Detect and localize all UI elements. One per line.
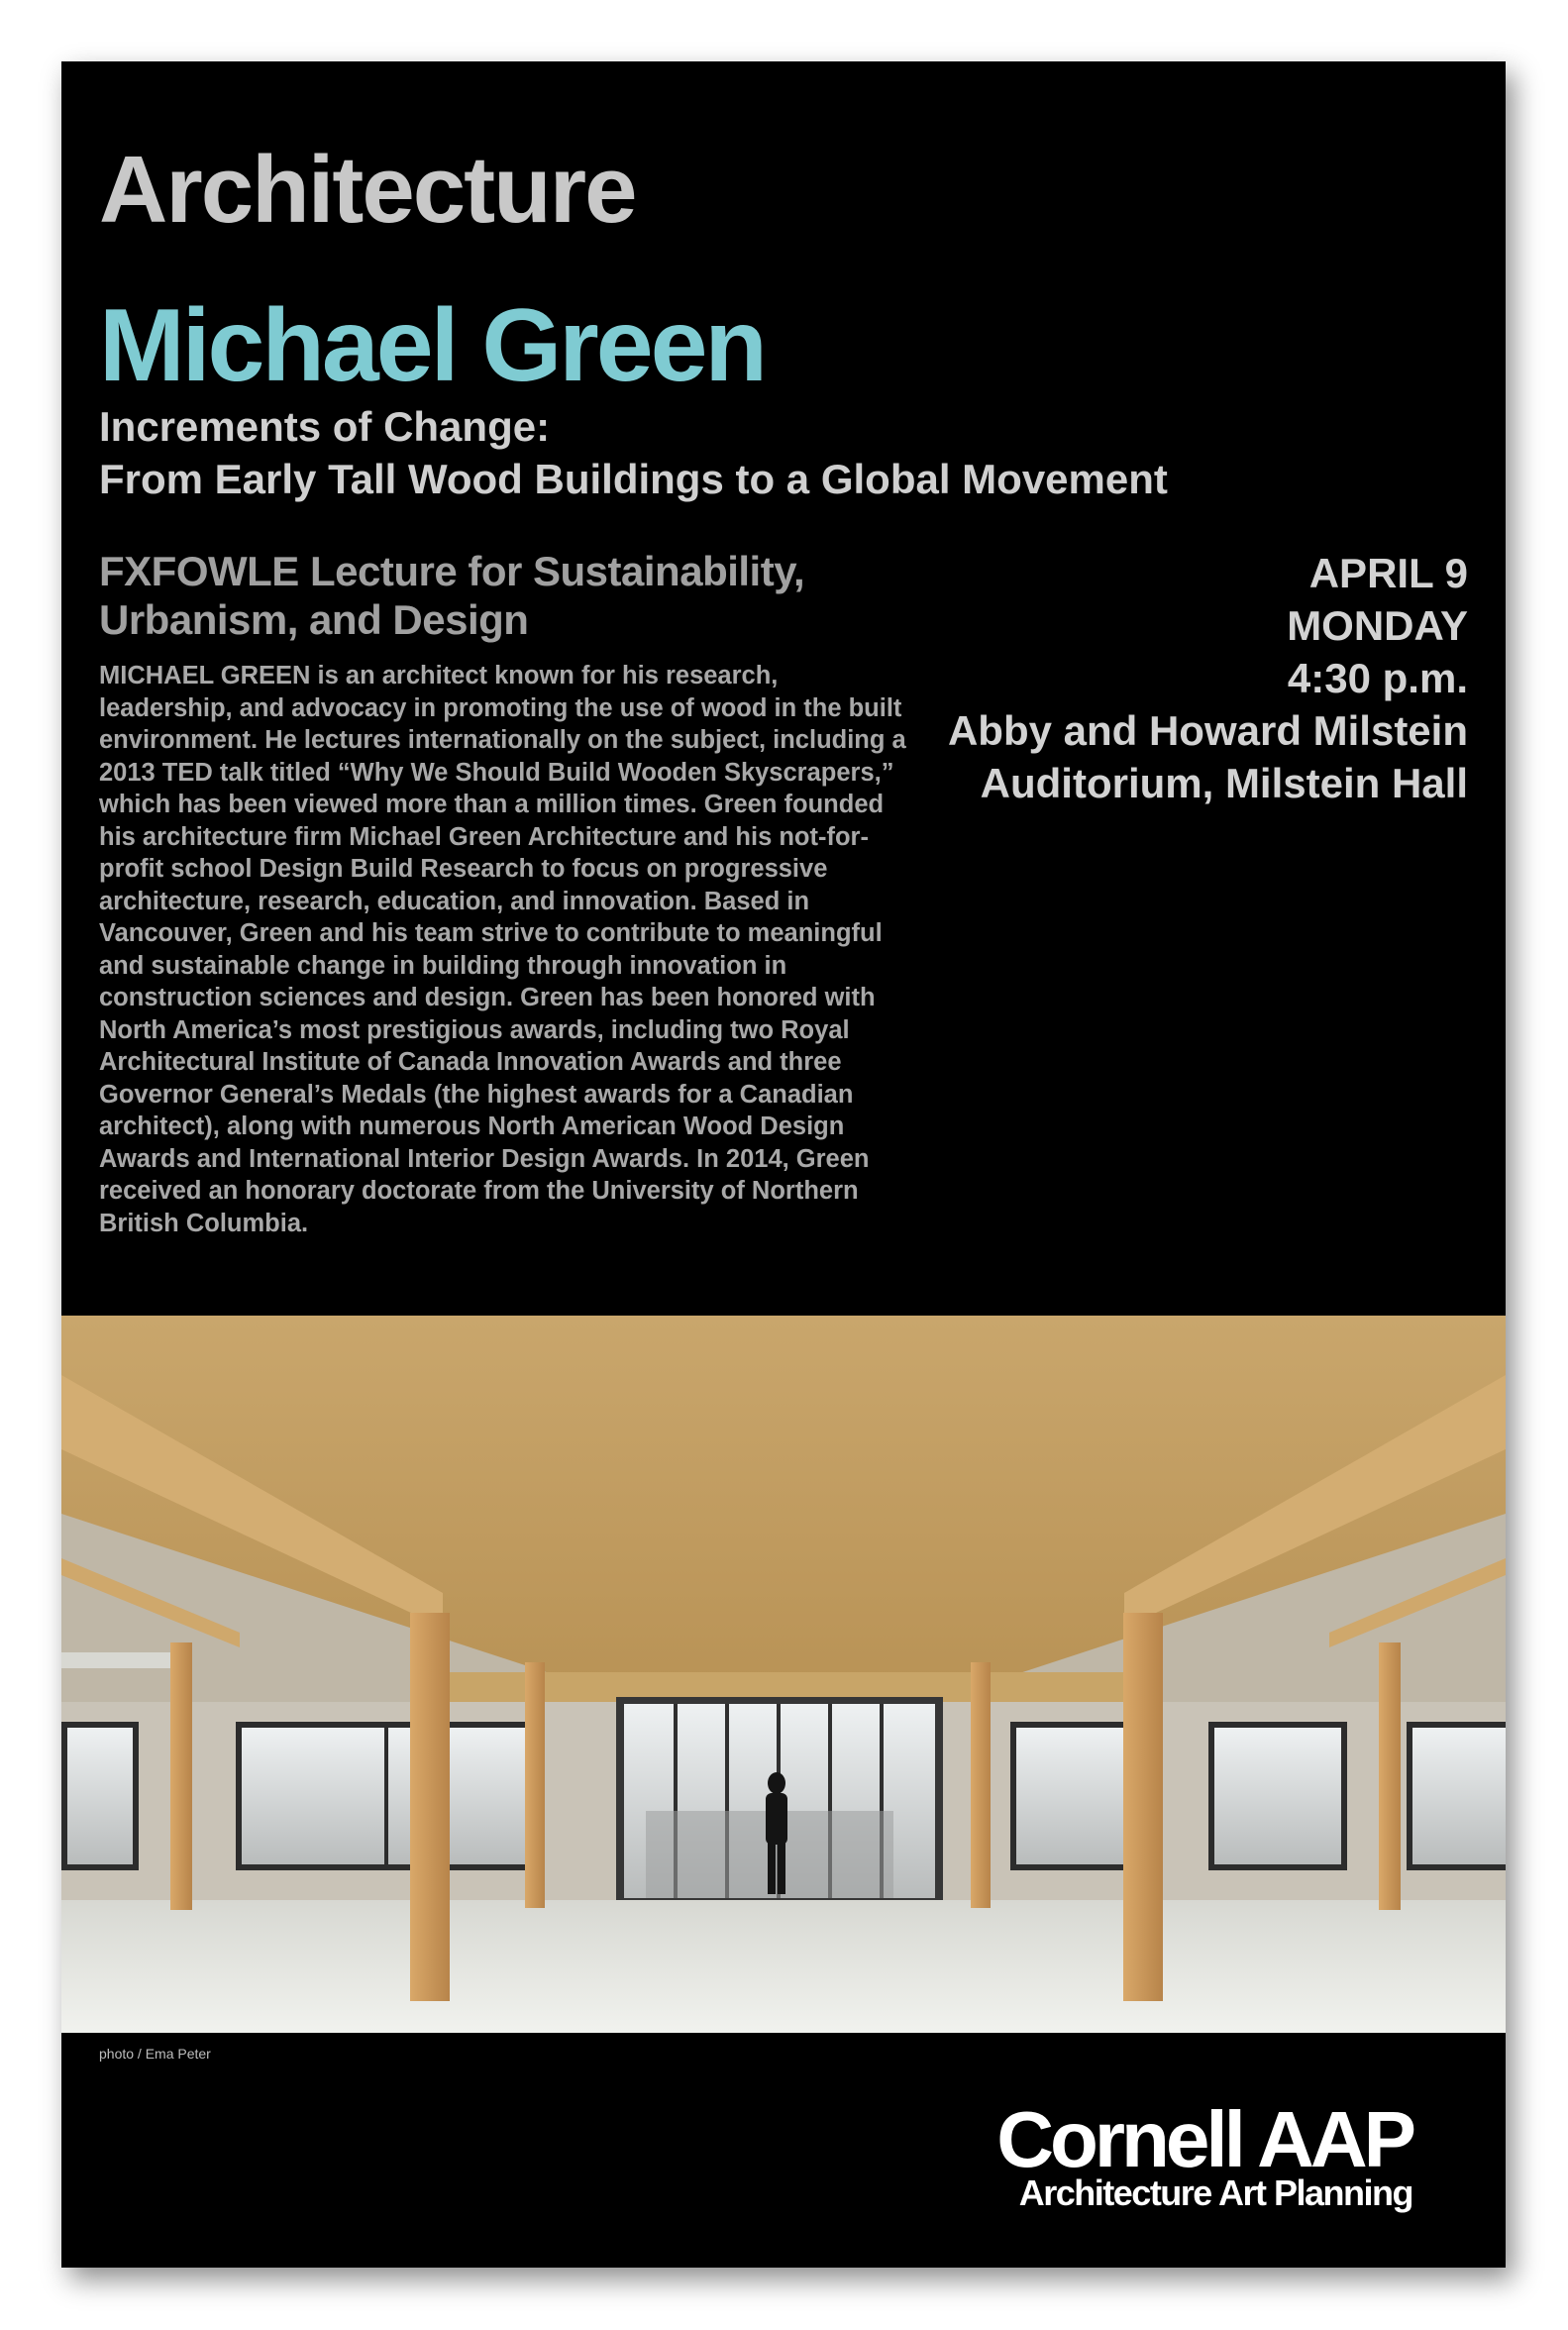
interior-photo	[61, 1316, 1506, 2033]
lecture-title	[99, 400, 1168, 505]
speaker-name: Michael Green	[99, 288, 765, 403]
cornell-aap-logo: Cornell AAP	[996, 2095, 1412, 2183]
lecture-title-line-1: Increments of Change:	[99, 403, 551, 450]
photo-credit: photo / Ema Peter	[99, 2046, 211, 2062]
event-time: 4:30 p.m.	[1287, 655, 1468, 701]
event-venue-line-1: Abby and Howard Milstein	[947, 707, 1468, 754]
lecture-title-line-2: From Early Tall Wood Buildings to a Global Movement	[99, 456, 1168, 502]
lecture-series-line-2: Urbanism, and Design	[99, 596, 529, 643]
event-day: MONDAY	[1287, 602, 1468, 649]
event-venue-line-2: Auditorium, Milstein Hall	[980, 760, 1468, 806]
category-heading: Architecture	[99, 137, 636, 243]
lecture-series	[99, 547, 804, 644]
cornell-aap-tagline: Architecture Art Planning	[1018, 2172, 1412, 2213]
lecture-series-line-1: FXFOWLE Lecture for Sustainability,	[99, 548, 805, 594]
event-date: APRIL 9	[1308, 550, 1468, 596]
speaker-bio: MICHAEL GREEN is an architect known for his research, leadership, and advocacy in promoting the use of wood in the built environment. He lectures internationally on the subject, including a 2013 TED talk titled “Why We Should Build Wooden Skyscrapers,” which has been viewed more than a million times. Green founded his architecture firm Michael Green Architecture and his not-for-profit school Design Build Research to focus on progressive architecture, research, education, and innovation. Based in Vancouver, Green and his team strive to contribute to meaningful and sustainable change in building through innovation in construction sciences and design. Green has been honored with North America’s most prestigious awards, including two Royal Architectural Institute of Canada Innovation Awards and three Governor General’s Medals (the highest awards for a Canadian architect), along with numerous North American Wood Design Awards and International Interior Design Awards. In 2014, Green received an honorary doctorate from the University of Northern British Columbia.	[99, 662, 906, 1237]
event-details	[948, 547, 1468, 809]
poster	[61, 61, 1506, 2268]
